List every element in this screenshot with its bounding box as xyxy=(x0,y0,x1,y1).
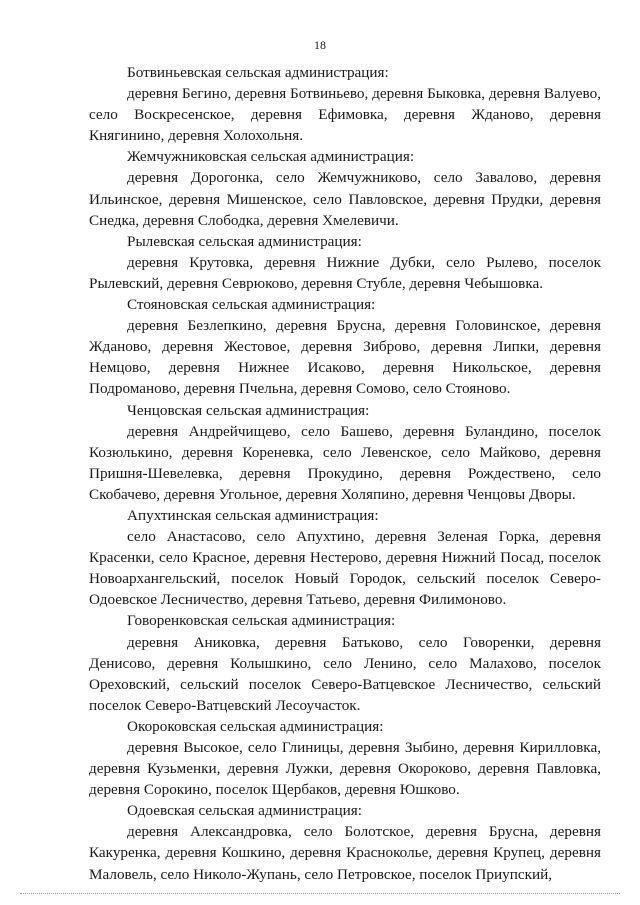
document-body xyxy=(89,62,601,885)
section-text-stoyanovskaya: деревня Безлепкино, деревня Брусна, деревня Головинское, деревня Жданово, деревня Жестовое, деревня Зиброво, деревня Липки, деревня Немцово, деревня Нижнее Исаково, деревня Никольское, деревня Подроманово, деревня Пчельна, деревня Сомово, село Стояново. xyxy=(89,317,601,398)
section-text-okorokovskaya: деревня Высокое, село Глиницы, деревня Зыбино, деревня Кирилловка, деревня Кузьменки, деревня Лужки, деревня Окороково, деревня Павловка, деревня Сорокино, поселок Щербаков, деревня Юшково. xyxy=(89,739,601,799)
section-text-govorenkovskaya: деревня Аниковка, деревня Батьково, село Говоренки, деревня Денисово, деревня Колышкино, село Ленино, село Малахово, поселок Ореховский, сельский поселок Северо-Ватцевское Лесничество, сельский поселок Северо-Ватцевский Лесоучасток. xyxy=(89,633,601,714)
section-heading-okorokovskaya: Окороковская сельская администрация: xyxy=(127,717,384,735)
section-text-apukhtinskaya: село Анастасово, село Апухтино, деревня Зеленая Горка, деревня Красенки, село Красное, деревня Нестерово, деревня Нижний Посад, поселок Новоархангельский, поселок Новый Городок, сельский поселок Северо-Одоевское Лесничество, деревня Татьево, деревня Филимоново. xyxy=(89,528,601,609)
section-heading-stoyanovskaya: Стояновская сельская администрация: xyxy=(127,296,376,314)
section-text-botvinevskaya: деревня Бегино, деревня Ботвиньево, деревня Быковка, деревня Валуево, село Воскресенское, деревня Ефимовка, деревня Жданово, деревня Княгинино, деревня Холохольня. xyxy=(89,85,601,145)
section-heading-zhemchuzhnikovskaya: Жемчужниковская сельская администрация: xyxy=(127,148,415,166)
page-number: 18 xyxy=(314,38,326,52)
section-heading-apukhtinskaya: Апухтинская сельская администрация: xyxy=(127,506,379,524)
section-heading-chentsovskaya: Ченцовская сельская администрация: xyxy=(127,401,370,419)
section-text-odoevskaya: деревня Александровка, село Болотское, деревня Брусна, деревня Какуренка, деревня Кошкино, деревня Краснокольe, деревня Крупец, деревня Маловель, село Николо-Жупань, село Петровское, поселок Приупский, xyxy=(89,823,601,883)
section-text-zhemchuzhnikovskaya: деревня Дорогонка, село Жемчужниково, село Завалово, деревня Ильинское, деревня Мишенское, село Павловское, деревня Прудки, деревня Снедка, деревня Слободка, деревня Хмелевичи. xyxy=(89,169,601,229)
section-heading-botvinevskaya: Ботвиньевская сельская администрация: xyxy=(127,64,389,81)
section-heading-govorenkovskaya: Говоренковская сельская администрация: xyxy=(127,612,396,630)
section-heading-odoevskaya: Одоевская сельская администрация: xyxy=(127,802,362,820)
section-text-chentsovskaya: деревня Андрейчищево, село Башево, деревня Буландино, поселок Козюлькино, деревня Кореневка, село Левенское, село Майково, деревня Пришня-Шевелевка, деревня Прокудино, деревня Рождествено, село Скобачево, деревня Угольное, деревня Холяпино, деревня Ченцовы Дворы. xyxy=(89,422,601,503)
scan-artifact-divider xyxy=(20,893,620,894)
section-heading-rylevskaya: Рылевская сельская администрация: xyxy=(127,232,362,250)
section-text-rylevskaya: деревня Крутовка, деревня Нижние Дубки, село Рылево, поселок Рылевский, деревня Севрюково, деревня Стубле, деревня Чебышовка. xyxy=(89,253,601,292)
